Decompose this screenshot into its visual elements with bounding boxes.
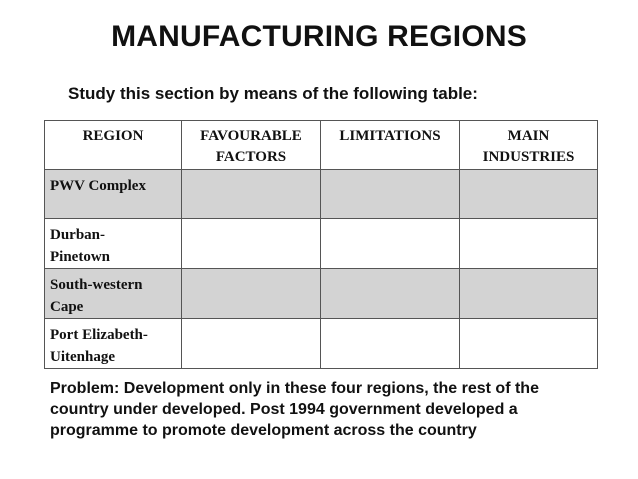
page-title: MANUFACTURING REGIONS (111, 20, 527, 53)
instruction-text: Study this section by means of the following table: (68, 84, 478, 103)
header-region-label: REGION (82, 128, 144, 144)
problem-line-3: programme to promote development across the country (50, 422, 477, 439)
table-row (45, 319, 598, 369)
favourable-factors-cell (182, 269, 321, 319)
regions-table (44, 120, 598, 369)
header-main-industries-line2: INDUSTRIES (482, 149, 575, 165)
region-cell (45, 269, 182, 319)
header-region (45, 121, 182, 170)
region-cell (45, 219, 182, 269)
limitations-cell (321, 319, 460, 369)
table-row (45, 170, 598, 219)
main-industries-cell (460, 269, 598, 319)
region-cell (45, 319, 182, 369)
region-name-line2: Uitenhage (50, 349, 115, 365)
header-limitations (321, 121, 460, 170)
region-name-line1: South-western (50, 277, 143, 293)
problem-line-2: country under developed. Post 1994 government developed a (50, 401, 518, 418)
header-main-industries-line1: MAIN (507, 128, 550, 144)
main-industries-cell (460, 170, 598, 219)
limitations-cell (321, 170, 460, 219)
favourable-factors-cell (182, 319, 321, 369)
limitations-cell (321, 269, 460, 319)
region-cell (45, 170, 182, 219)
favourable-factors-cell (182, 170, 321, 219)
main-industries-cell (460, 319, 598, 369)
region-name-line2: Pinetown (50, 249, 110, 265)
header-favourable-factors-line2: FACTORS (215, 149, 287, 165)
region-name-line2: Cape (50, 299, 84, 315)
problem-statement (50, 378, 610, 441)
limitations-cell (321, 219, 460, 269)
main-industries-cell (460, 219, 598, 269)
header-favourable-factors (182, 121, 321, 170)
table-row (45, 269, 598, 319)
favourable-factors-cell (182, 219, 321, 269)
region-name-line1: Port Elizabeth- (50, 327, 148, 343)
problem-line-1: Problem: Development only in these four regions, the rest of the (50, 380, 539, 397)
header-favourable-factors-line1: FAVOURABLE (200, 128, 302, 144)
table-row (45, 219, 598, 269)
region-name-line1: Durban- (50, 227, 106, 243)
region-name: PWV Complex (50, 178, 146, 194)
header-limitations-label: LIMITATIONS (339, 128, 441, 144)
header-main-industries (460, 121, 598, 170)
table-header-row (45, 121, 598, 170)
